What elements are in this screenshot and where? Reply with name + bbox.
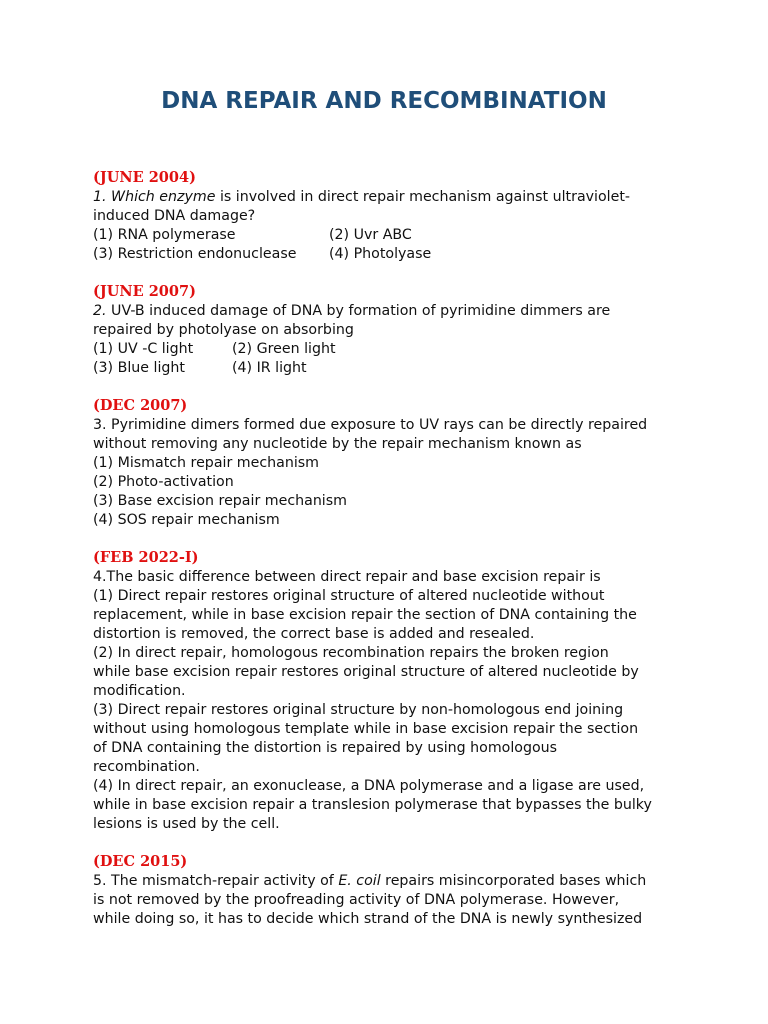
option-1: (1) RNA polymerase — [93, 227, 236, 243]
question-text-pre: 5. The mismatch-repair activity of — [93, 873, 339, 889]
option-3: (3) Direct repair restores original structure by non-homologous end joining — [93, 702, 624, 718]
option-4: (4) SOS repair mechanism — [93, 512, 280, 528]
option-3: (3) Restriction endonuclease — [93, 246, 297, 262]
option-2: (2) In direct repair, homologous recombination repairs the broken region — [93, 645, 609, 661]
question-list — [93, 168, 683, 947]
exam-date-header: (JUNE 2004) — [93, 169, 196, 186]
option-4-cont: while in base excision repair a translesion polymerase that bypasses the bulky — [93, 797, 652, 813]
option-2: (2) Photo-activation — [93, 474, 234, 490]
option-4: (4) In direct repair, an exonuclease, a DNA polymerase and a ligase are used, — [93, 778, 645, 794]
option-1: (1) Direct repair restores original structure of altered nucleotide without — [93, 588, 605, 604]
page-title: DNA REPAIR AND RECOMBINATION — [161, 88, 607, 114]
option-1: (1) Mismatch repair mechanism — [93, 455, 319, 471]
question-3 — [93, 396, 683, 530]
option-4: (4) IR light — [232, 360, 307, 376]
option-2-cont: while base excision repair restores original structure of altered nucleotide by — [93, 664, 639, 680]
question-text — [93, 302, 683, 321]
question-text-line-2: repaired by photolyase on absorbing — [93, 322, 354, 338]
option-row — [93, 359, 683, 378]
question-text-rest: is involved in direct repair mechanism against ultraviolet- — [215, 189, 631, 205]
option-1-cont: distortion is removed, the correct base is added and resealed. — [93, 626, 535, 642]
option-4: (4) Photolyase — [329, 246, 432, 262]
option-row — [93, 245, 683, 264]
option-2-cont: modification. — [93, 683, 186, 699]
question-text — [93, 872, 683, 891]
question-text-line-3: while doing so, it has to decide which strand of the DNA is newly synthesized — [93, 911, 643, 927]
option-1: (1) UV -C light — [93, 341, 194, 357]
option-2: (2) Uvr ABC — [329, 227, 412, 243]
question-1 — [93, 168, 683, 264]
option-row — [93, 340, 683, 359]
question-text-rest: UV-B induced damage of DNA by formation of pyrimidine dimmers are — [106, 303, 611, 319]
question-number: 2. — [93, 303, 107, 319]
option-3-cont: without using homologous template while in base excision repair the section — [93, 721, 639, 737]
question-5 — [93, 852, 683, 929]
question-4 — [93, 548, 683, 834]
option-3: (3) Base excision repair mechanism — [93, 493, 347, 509]
exam-date-header: (DEC 2007) — [93, 397, 188, 414]
question-text — [93, 188, 683, 207]
question-text-post: repairs misincorporated bases which — [380, 873, 647, 889]
option-3: (3) Blue light — [93, 360, 185, 376]
option-2: (2) Green light — [232, 341, 336, 357]
question-text-line-2: without removing any nucleotide by the repair mechanism known as — [93, 436, 582, 452]
question-lead: Which enzyme — [111, 189, 216, 205]
option-1-cont: replacement, while in base excision repair the section of DNA containing the — [93, 607, 637, 623]
question-text: 4.The basic difference between direct repair and base excision repair is — [93, 569, 601, 585]
exam-date-header: (FEB 2022-I) — [93, 549, 199, 566]
question-2 — [93, 282, 683, 378]
option-3-cont: of DNA containing the distortion is repaired by using homologous — [93, 740, 558, 756]
question-number: 1. — [93, 189, 112, 205]
option-3-cont: recombination. — [93, 759, 200, 775]
question-text-line-2: induced DNA damage? — [93, 208, 256, 224]
exam-date-header: (JUNE 2007) — [93, 283, 196, 300]
question-text-line-2: is not removed by the proofreading activity of DNA polymerase. However, — [93, 892, 620, 908]
option-row — [93, 226, 683, 245]
organism-name: E. coil — [338, 873, 381, 889]
option-4-cont: lesions is used by the cell. — [93, 816, 280, 832]
question-text: 3. Pyrimidine dimers formed due exposure to UV rays can be directly repaired — [93, 417, 648, 433]
exam-date-header: (DEC 2015) — [93, 853, 188, 870]
